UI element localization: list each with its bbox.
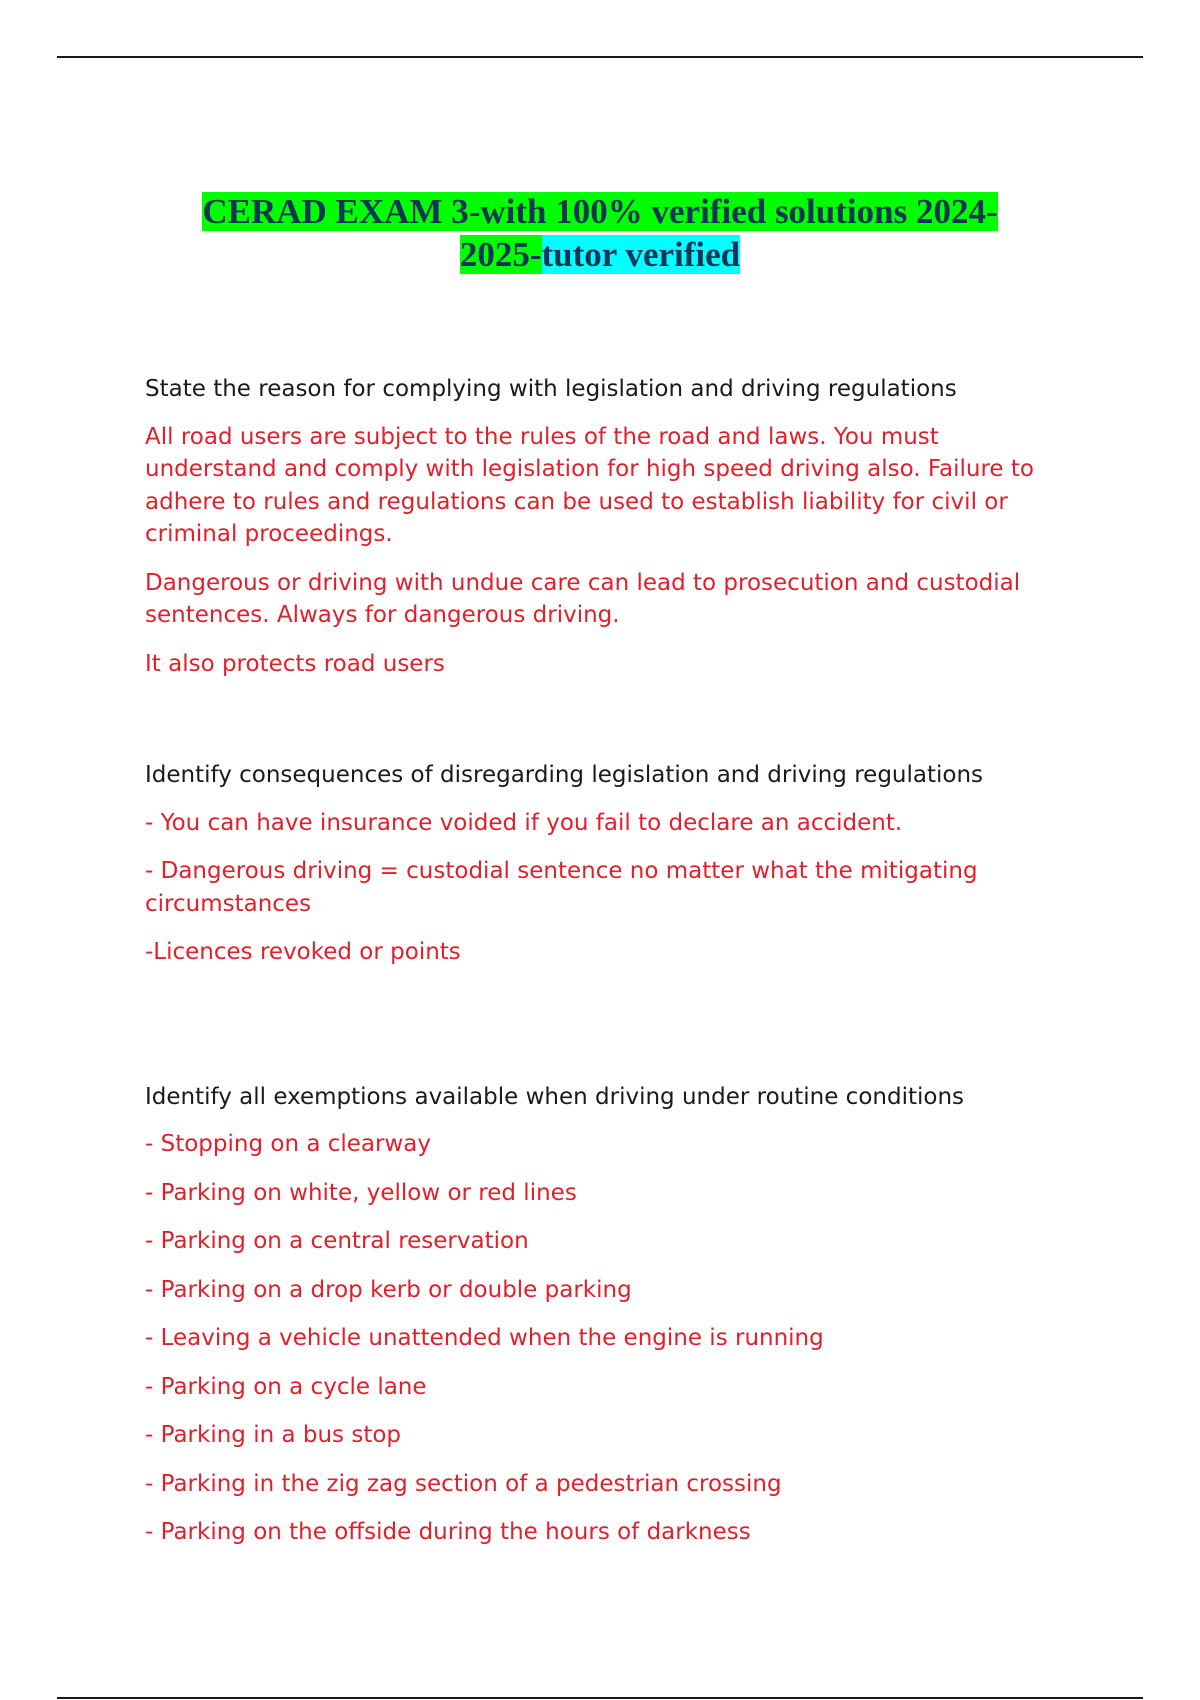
answer-text: - Dangerous driving = custodial sentence no matter what the mitigating circumstances xyxy=(145,858,978,917)
question-text: State the reason for complying with legislation and driving regulations xyxy=(145,376,957,402)
list-item: - Parking on a cycle lane xyxy=(145,1373,427,1400)
top-rule xyxy=(57,56,1143,58)
section-spacer xyxy=(145,696,1065,759)
section-spacer xyxy=(145,985,1065,1081)
title-highlight-cyan: tutor verified xyxy=(541,235,741,274)
title-highlight-green: CERAD EXAM 3-with 100% verified solutions 2024- xyxy=(202,192,998,231)
list-item: - Parking in a bus stop xyxy=(145,1422,402,1448)
list-item: - Parking on white, yellow or red lines xyxy=(145,1179,577,1206)
document-title xyxy=(150,190,1050,276)
list-item: - Parking on a drop kerb or double parking xyxy=(145,1276,632,1303)
list-item: - Leaving a vehicle unattended when the engine is running xyxy=(145,1325,824,1351)
document-body xyxy=(145,373,1065,1565)
answer-text: -Licences revoked or points xyxy=(145,939,461,965)
qa-section-2 xyxy=(145,759,1065,969)
qa-section-3 xyxy=(145,1081,1065,1549)
list-item: - Parking on the offside during the hours of darkness xyxy=(145,1519,751,1545)
answer-text: Dangerous or driving with undue care can lead to prosecution and custodial sentences. Always for dangerous driving. xyxy=(145,569,1021,628)
list-item: - Parking in the zig zag section of a pedestrian crossing xyxy=(145,1470,782,1497)
bottom-rule xyxy=(57,1697,1143,1699)
answer-text: It also protects road users xyxy=(145,650,445,677)
title-highlight-green-2: 2025- xyxy=(459,235,542,274)
list-item: - Stopping on a clearway xyxy=(145,1131,431,1157)
question-text: Identify all exemptions available when driving under routine conditions xyxy=(145,1083,965,1110)
list-item: - Parking on a central reservation xyxy=(145,1228,529,1254)
answer-text: - You can have insurance voided if you fail to declare an accident. xyxy=(145,809,903,836)
qa-section-1 xyxy=(145,373,1065,680)
question-text: Identify consequences of disregarding legislation and driving regulations xyxy=(145,762,984,788)
answer-text: All road users are subject to the rules of the road and laws. You must understand and comply with legislation for high speed driving also. Failure to adhere to rules and regulations can be used to establish liability for civil or criminal proceedings. xyxy=(145,423,1034,547)
